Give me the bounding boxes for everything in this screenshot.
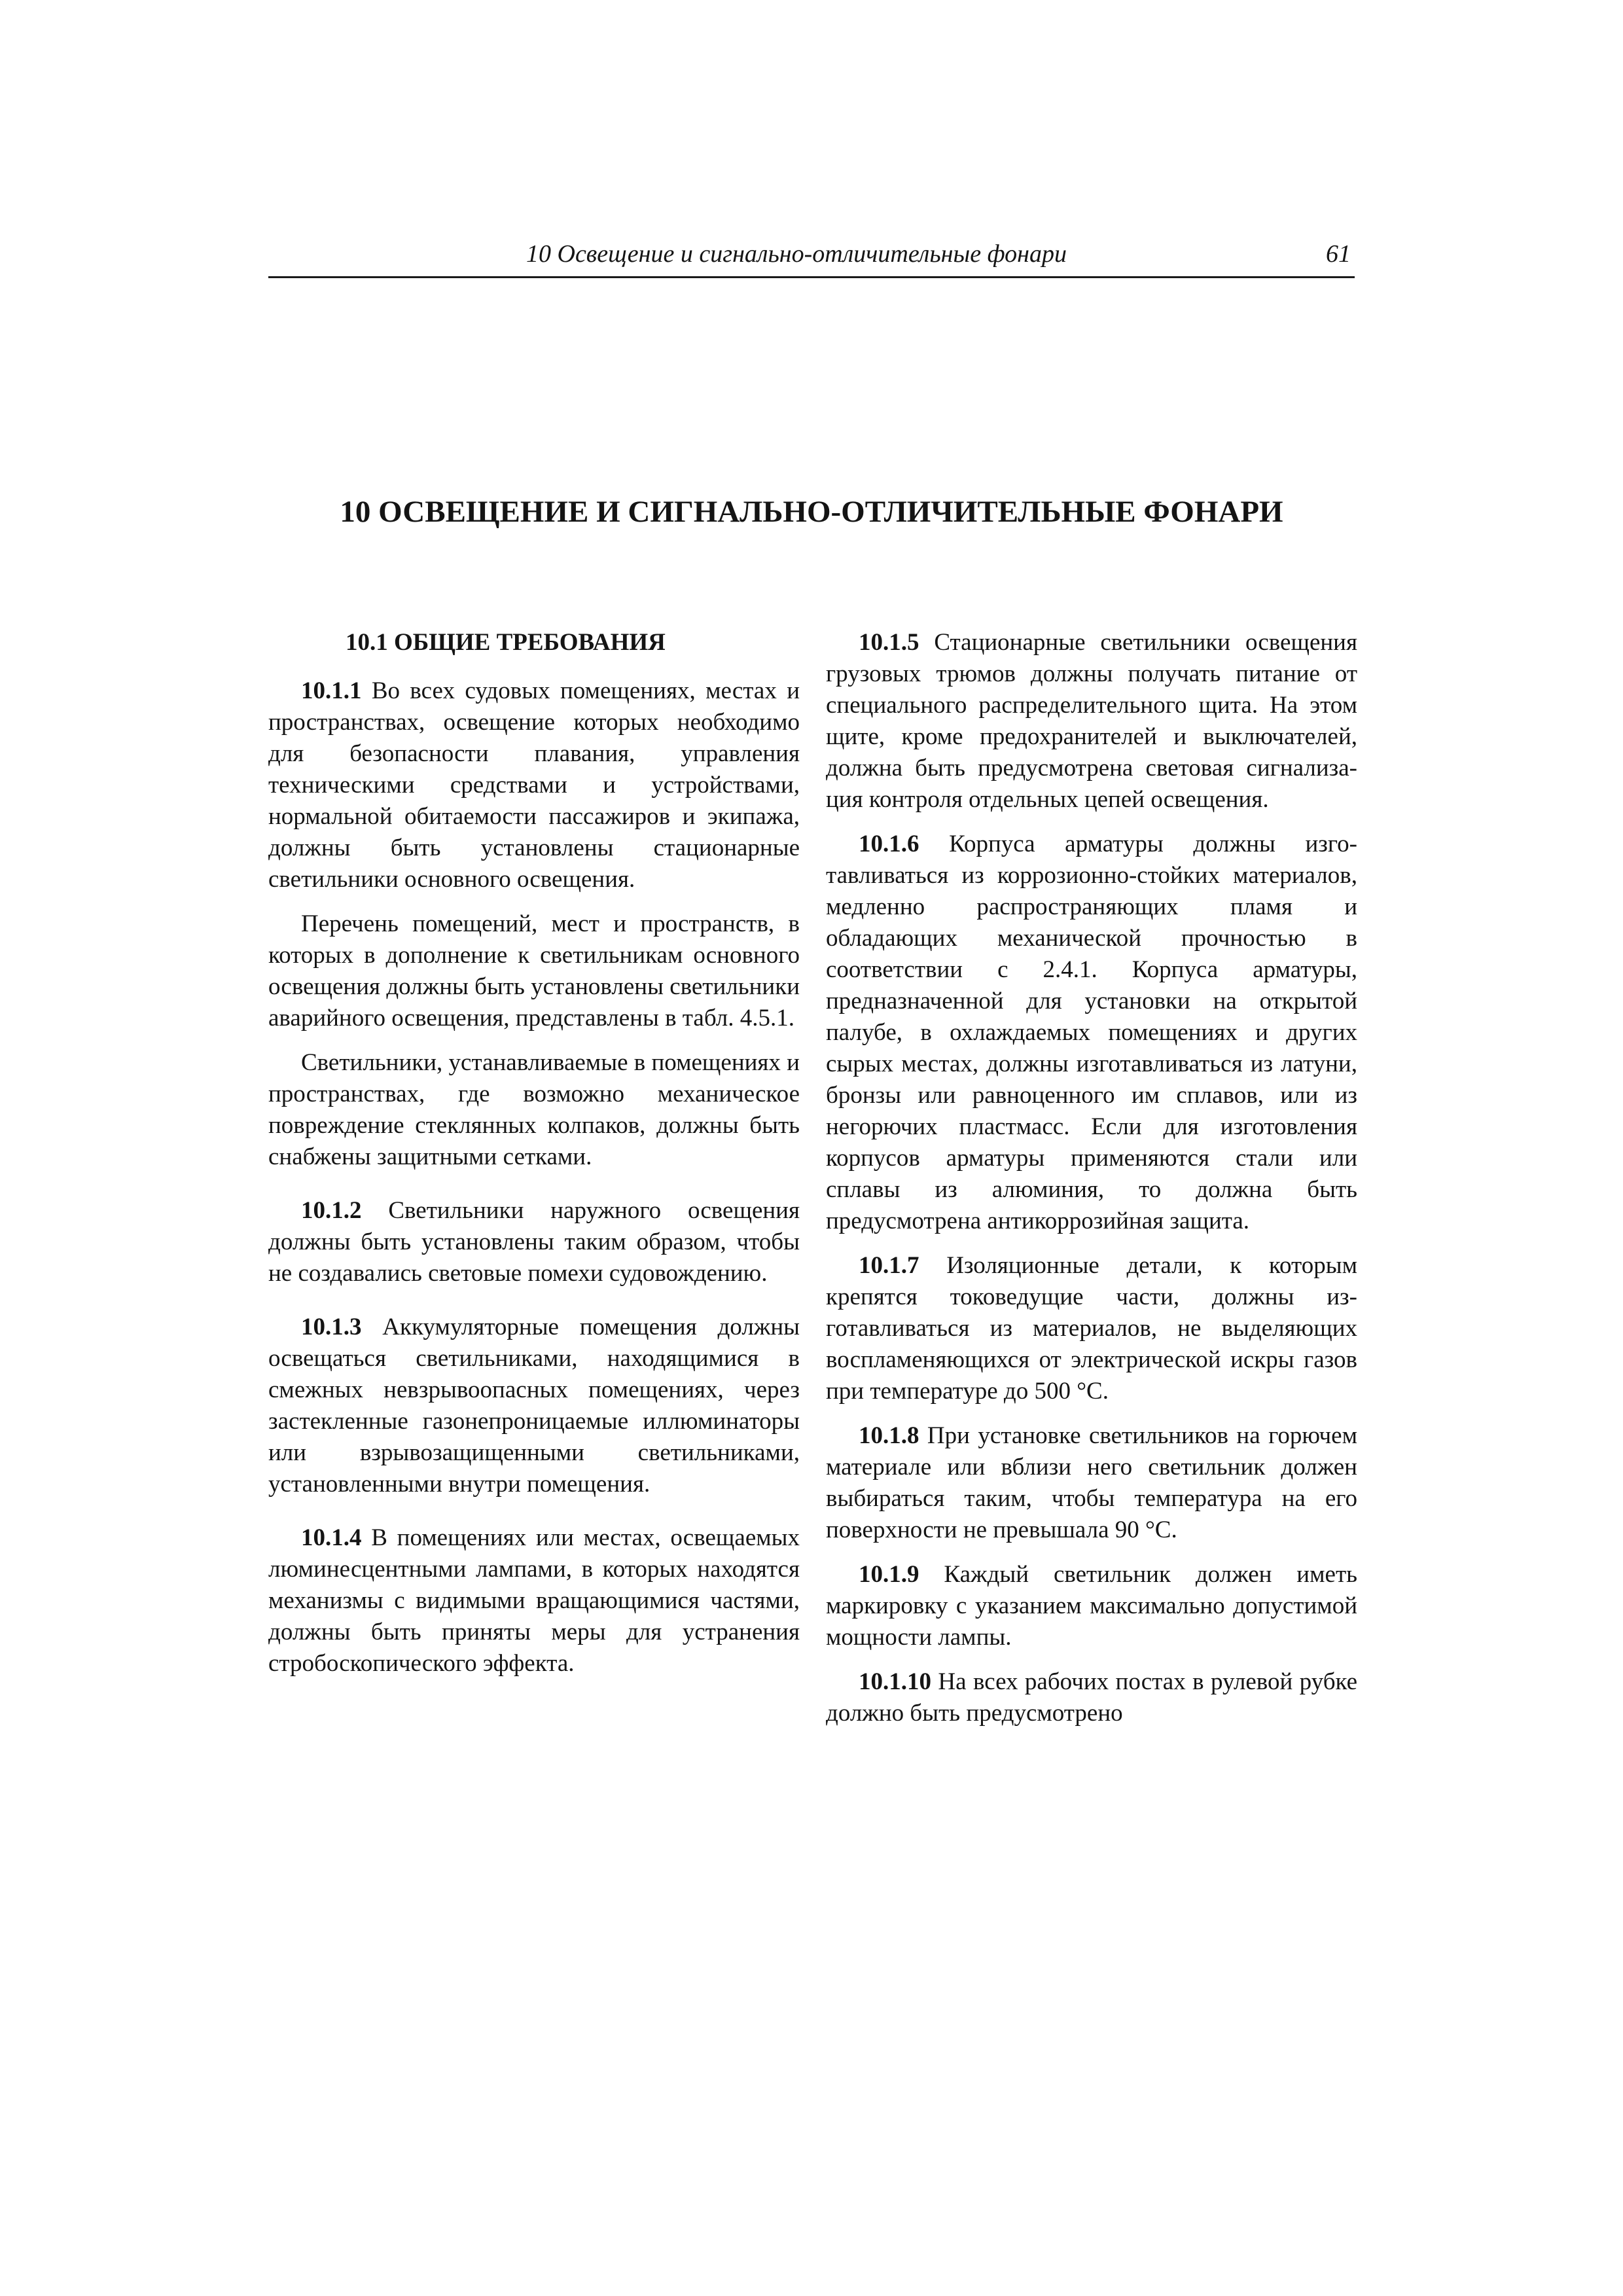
clause-number: 10.1.5	[859, 629, 919, 656]
right-column	[826, 627, 1357, 1742]
paragraph-10-1-8	[826, 1420, 1357, 1546]
clause-text: Стационарные светильники освещения грузовых трюмов должны получать питание от специального распределительного щита. На этом щите, кроме предохранителей и выключателей, должна быть предусмотрена световая сигнализация контроля отдельных цепей освещения.	[826, 629, 1357, 813]
clause-number: 10.1.8	[859, 1422, 919, 1449]
clause-number: 10.1.3	[301, 1314, 362, 1340]
clause-text: В помещениях или местах, освещаемых люминесцентными лампами, в которых находятся механизмы с видимыми вращающимися частями, должны быть приняты меры для устранения стробоскопического эффекта.	[268, 1524, 800, 1677]
running-head-title: 10 Освещение и сигнально-отличительные фонари	[526, 240, 1067, 268]
clause-text: На всех рабочих постах в рулевой рубке должно быть предусмотрено	[826, 1668, 1357, 1727]
paragraph-10-1-5	[826, 627, 1357, 816]
clause-text: Светильники наружного освещения должны быть установлены таким образом, чтобы не создавались световые помехи судовождению.	[268, 1197, 800, 1287]
chapter-title: 10 ОСВЕЩЕНИЕ И СИГНАЛЬНО-ОТЛИЧИТЕЛЬНЫЕ ФОНАРИ	[340, 495, 1283, 529]
clause-text: Перечень помещений, мест и пространств, в которых в дополнение к светильникам основного освещения должны быть установлены светильники аварийного освещения, представлены в табл. 4.5.1.	[268, 910, 800, 1031]
clause-text: Аккумуляторные помещения должны освещаться светильниками, находящимися в смежных невзрывоопасных помещениях, через застекленные газонепроницаемые иллюминаторы или взрывозащищенными светильниками, установленными внутри помещения.	[268, 1314, 800, 1498]
clause-text: Светильники, устанавливаемые в помещениях и пространствах, где возможно механическое повреждение стеклянных колпаков, должны быть снабжены защитными сетками.	[268, 1049, 800, 1170]
paragraph-10-1-1	[268, 675, 800, 895]
left-column	[268, 627, 800, 1693]
clause-text: Корпуса арматуры должны изготавливаться из коррозионно-стойких материалов, медленно распространяющих пламя и обладающих механической прочностью в соответствии с 2.4.1. Корпуса арматуры, предназначенной для установки на открытой палубе, в охлаждаемых помещениях и других сырых местах, должны изготавливаться из латуни, бронзы или равноценного им сплавов, или из негорючих пластмасс. Если для изготовления корпусов арматуры применяются стали или сплавы из алюминия, то должна быть предусмотрена антикоррозийная защита.	[826, 831, 1357, 1234]
paragraph-10-1-4	[268, 1522, 800, 1679]
clause-number: 10.1.2	[301, 1197, 362, 1224]
paragraph-10-1-2	[268, 1195, 800, 1289]
paragraph-10-1-7	[826, 1250, 1357, 1407]
clause-number: 10.1.7	[859, 1252, 919, 1279]
paragraph-emergency-lighting-list	[268, 908, 800, 1034]
paragraph-10-1-10	[826, 1666, 1357, 1729]
clause-number: 10.1.10	[859, 1668, 931, 1695]
clause-text: Изоляционные детали, к которым крепятся токоведущие части, должны изготавливаться из материалов, не выделяющих воспламеняющихся от электрической искры газов при температуре до 500 °С.	[826, 1252, 1357, 1405]
clause-text: Во всех судовых помещениях, местах и пространствах, освещение которых необходимо для безопасности плавания, управления техническими средствами и устройствами, нормальной обитаемости пассажиров и экипажа, должны быть установлены стационарные светильники основного освещения.	[268, 677, 800, 893]
paragraph-10-1-9	[826, 1559, 1357, 1653]
clause-number: 10.1.9	[859, 1561, 919, 1588]
page-number: 61	[1326, 240, 1351, 268]
clause-number: 10.1.1	[301, 677, 362, 704]
running-head	[268, 237, 1355, 278]
paragraph-10-1-3	[268, 1312, 800, 1500]
clause-number: 10.1.4	[301, 1524, 362, 1551]
clause-number: 10.1.6	[859, 831, 919, 857]
paragraph-10-1-6	[826, 829, 1357, 1237]
section-heading: 10.1 ОБЩИЕ ТРЕБОВАНИЯ	[346, 629, 666, 656]
paragraph-protective-grids	[268, 1047, 800, 1173]
clause-text: При установке светильников на горючем материале или вблизи него светильник должен выбираться таким, чтобы температура на его поверхности не превышала 90 °С.	[826, 1422, 1357, 1543]
clause-text: Каждый светильник должен иметь маркировку с указанием максимально допустимой мощности лампы.	[826, 1561, 1357, 1651]
